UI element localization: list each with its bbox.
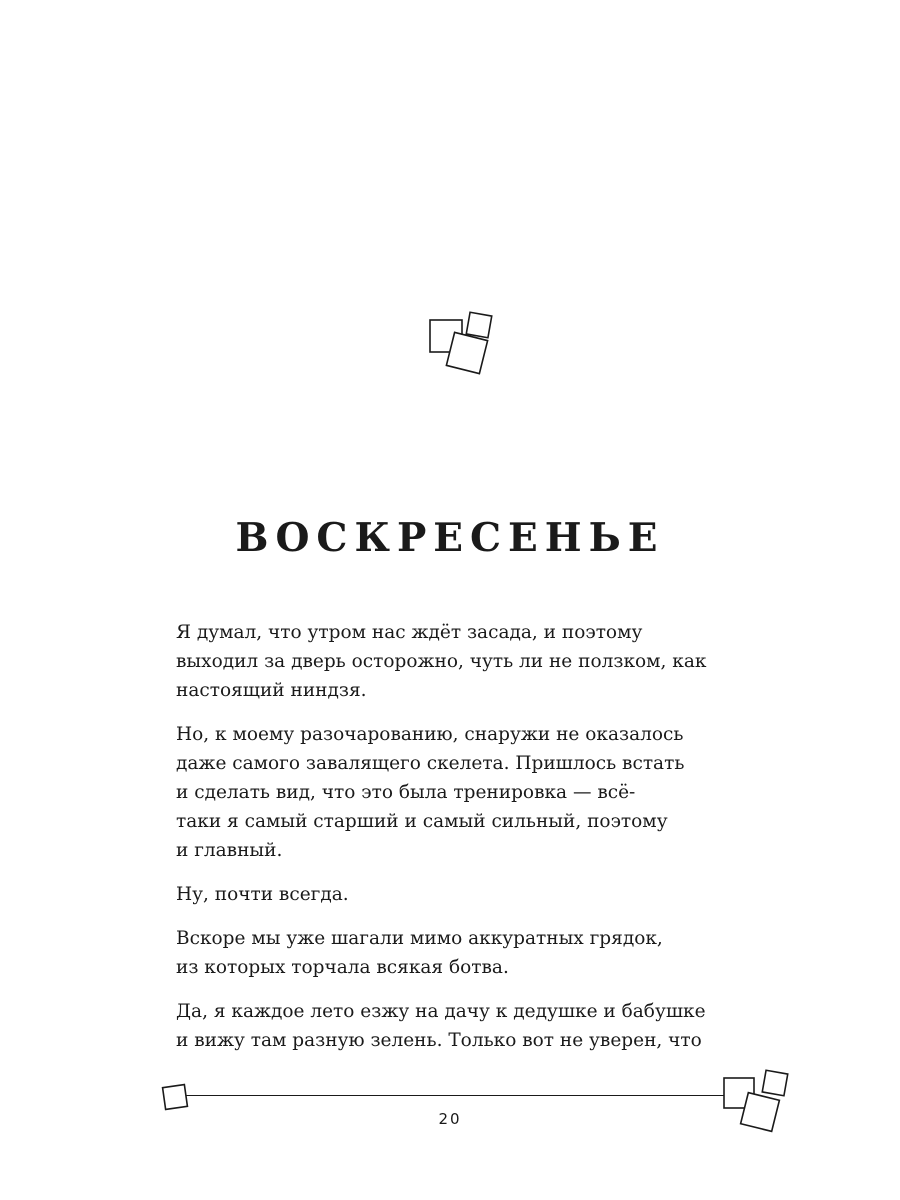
text-line: Да, я каждое лето езжу на дачу к дедушке и бабушке bbox=[176, 1001, 706, 1022]
chapter-title: ВОСКРЕСЕНЬЕ bbox=[235, 515, 665, 561]
text-line: и сделать вид, что это была тренировка — всё- bbox=[176, 782, 636, 803]
text-line: из которых торчала всякая ботва. bbox=[176, 957, 509, 978]
text-line: выходил за дверь осторожно, чуть ли не ползком, как bbox=[176, 651, 707, 672]
text-line: даже самого завалящего скелета. Пришлось встать bbox=[176, 753, 685, 774]
paragraph bbox=[176, 880, 746, 909]
text-line: и главный. bbox=[176, 840, 283, 861]
text-line: Но, к моему разочарованию, снаружи не оказалось bbox=[176, 724, 684, 745]
paragraph bbox=[176, 997, 746, 1055]
footer-divider bbox=[186, 1095, 730, 1096]
paragraph bbox=[176, 618, 746, 705]
text-line: настоящий ниндзя. bbox=[176, 680, 367, 701]
paragraph bbox=[176, 924, 746, 982]
text-line: и вижу там разную зелень. Только вот не уверен, что bbox=[176, 1030, 702, 1051]
text-line: таки я самый старший и самый сильный, поэтому bbox=[176, 811, 668, 832]
overlapping-squares-icon bbox=[422, 306, 502, 376]
page-number: 20 bbox=[438, 1110, 462, 1128]
text-line: Я думал, что утром нас ждёт засада, и поэтому bbox=[176, 622, 643, 643]
text-line: Вскоре мы уже шагали мимо аккуратных грядок, bbox=[176, 928, 663, 949]
text-line: Ну, почти всегда. bbox=[176, 884, 349, 905]
paragraph bbox=[176, 720, 746, 865]
body-text bbox=[176, 618, 746, 1070]
